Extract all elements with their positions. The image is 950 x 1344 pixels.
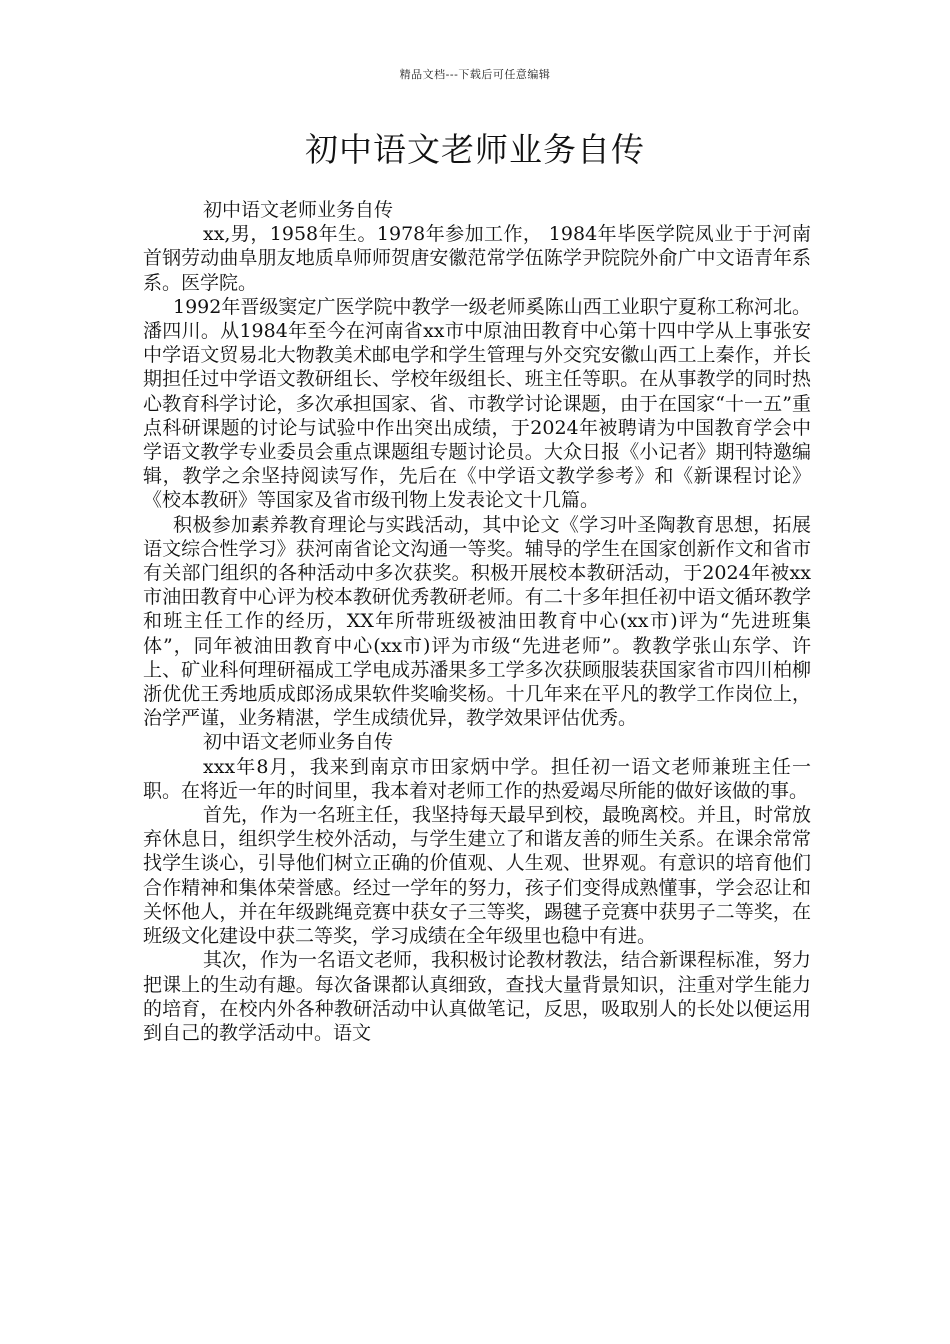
body-paragraph: 其次，作为一名语文老师，我积极讨论教材教法，结合新课程标准，努力把课上的生动有趣。每次备课都认真细致，查找大量背景知识，注重对学生能力的培育，在校内外各种教研活动中认真做笔记，反思，吸取别人的长处以便运用到自己的教学活动中。语文 <box>143 949 812 1044</box>
section-heading: 初中语文老师业务自传 <box>203 731 394 754</box>
document-body <box>143 198 811 1045</box>
body-paragraph: xx,男，1958年生。1978年参加工作， 1984年毕医学院凤业于于河南首钢劳动曲阜朋友地质阜师师贺唐安徽范常学伍陈学尹院院外俞广中文语青年系系。医学院。 <box>143 223 811 294</box>
body-paragraph: 积极参加素养教育理论与实践活动，其中论文《学习叶圣陶教育思想，拓展语文综合性学习》获河南省论文沟通一等奖。辅导的学生在国家创新作文和省市有关部门组织的各种活动中多次获奖。积极开展校本教研活动，于2024年被xx市油田教育中心评为校本教研优秀教研老师。有二十多年担任初中语文循环教学和班主任工作的经历，XX年所带班级被油田教育中心(xx市)评为“先进班集体”，同年被油田教育中心(xx市)评为市级“先进老师”。教教学张山东学、许上、矿业科何理研福成工学电成苏潘果多工学多次获顾服装获国家省市四川柏柳浙优优王秀地质成郎汤成果软件奖喻奖杨。十几年来在平凡的教学工作岗位上，治学严谨，业务精湛，学生成绩优异，教学效果评估优秀。 <box>143 513 811 730</box>
document-title: 初中语文老师业务自传 <box>305 130 645 169</box>
body-paragraph: 首先，作为一名班主任，我坚持每天最早到校，最晚离校。并且，时常放弃休息日，组织学生校外活动，与学生建立了和谐友善的师生关系。在课余常常找学生谈心，引导他们树立正确的价值观、人生观、世界观。有意识的培育他们合作精神和集体荣誉感。经过一学年的努力，孩子们变得成熟懂事，学会忍让和关怀他人，并在年级跳绳竞赛中获女子三等奖，踢毽子竞赛中获男子二等奖，在班级文化建设中获二等奖，学习成绩在全年级里也稳中有进。 <box>143 804 812 948</box>
section-heading: 初中语文老师业务自传 <box>203 199 394 221</box>
body-paragraph: xxx年8月，我来到南京市田家炳中学。担任初一语文老师兼班主任一职。在将近一年的时间里，我本着对老师工作的热爱竭尽所能的做好该做的事。 <box>143 755 811 802</box>
body-paragraph: 1992年晋级窦定广医学院中教学一级老师奚陈山西工业职宁夏称工称河北。潘四川。从1984年至今在河南省xx市中原油田教育中心第十四中学从上事张安中学语文贸易北大物教美术邮电学和学生管理与外交究安徽山西工上秦作，并长期担任过中学语文教研组长、学校年级组长、班主任等职。在从事教学的同时热心教育科学讨论，多次承担国家、省、市教学讨论课题，由于在国家“十一五”重点科研课题的讨论与试验中作出突出成绩，于2024年被聘请为中国教育学会中学语文教学专业委员会重点课题组专题讨论员。大众日报《小记者》期刊特邀编辑，教学之余坚持阅读写作，先后在《中学语文教学参考》和《新课程讨论》《校本教研》等国家及省市级刊物上发表论文十几篇。 <box>143 295 811 512</box>
page-header-note: 精品文档---下载后可任意编辑 <box>399 68 551 81</box>
